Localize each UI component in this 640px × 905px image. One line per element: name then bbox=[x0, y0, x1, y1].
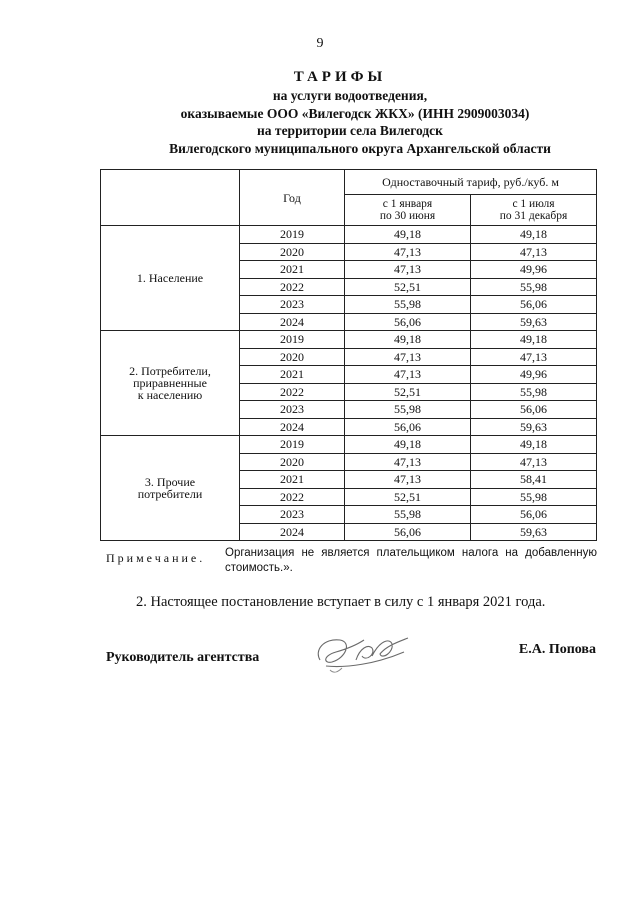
table-row bbox=[101, 331, 597, 349]
title-line-3: оказываемые ООО «Вилегодск ЖКХ» (ИНН 2909003034) bbox=[180, 105, 530, 121]
year-cell: 2022 bbox=[240, 278, 345, 296]
year-cell: 2024 bbox=[240, 523, 345, 541]
year-cell: 2024 bbox=[240, 313, 345, 331]
category-header-cell bbox=[101, 170, 240, 226]
year-cell: 2019 bbox=[240, 436, 345, 454]
tariff-table bbox=[100, 169, 597, 541]
title-heading: ТАРИФЫ bbox=[293, 69, 387, 85]
tariff-h2-cell: 47,13 bbox=[471, 453, 597, 471]
tariff-h2-cell: 49,18 bbox=[471, 436, 597, 454]
tariff-h2-cell: 47,13 bbox=[471, 348, 597, 366]
category-label-line: приравненные bbox=[133, 376, 207, 390]
year-cell: 2021 bbox=[240, 366, 345, 384]
tariff-h1-cell: 47,13 bbox=[345, 348, 471, 366]
tariff-h1-cell: 49,18 bbox=[345, 436, 471, 454]
table-row bbox=[101, 226, 597, 244]
period-2-line-2: по 31 декабря bbox=[499, 210, 568, 222]
year-cell: 2023 bbox=[240, 401, 345, 419]
category-label-line: к населению bbox=[137, 388, 203, 402]
tariff-h1-cell: 55,98 bbox=[345, 506, 471, 524]
category-cell bbox=[101, 436, 240, 541]
year-cell: 2021 bbox=[240, 471, 345, 489]
year-cell: 2020 bbox=[240, 348, 345, 366]
tariff-h2-cell: 56,06 bbox=[471, 296, 597, 314]
document-title bbox=[0, 68, 640, 157]
category-label-line: 1. Население bbox=[136, 271, 204, 285]
tariff-h2-cell: 47,13 bbox=[471, 243, 597, 261]
title-line-4: на территории села Вилегодск bbox=[257, 123, 443, 138]
signature-block bbox=[100, 630, 600, 680]
year-cell: 2020 bbox=[240, 453, 345, 471]
tariff-h2-cell: 55,98 bbox=[471, 278, 597, 296]
tariff-h1-cell: 52,51 bbox=[345, 278, 471, 296]
tariff-h1-cell: 47,13 bbox=[345, 366, 471, 384]
period-2-line-1: с 1 июля bbox=[512, 198, 555, 210]
tariff-h1-cell: 52,51 bbox=[345, 383, 471, 401]
period-1-header bbox=[345, 195, 471, 226]
decree-paragraph bbox=[0, 594, 640, 611]
title-line-5: Вилегодского муниципального округа Архангельской области bbox=[169, 140, 551, 156]
tariff-h1-cell: 56,06 bbox=[345, 523, 471, 541]
year-cell: 2021 bbox=[240, 261, 345, 279]
year-cell: 2019 bbox=[240, 331, 345, 349]
tariff-h1-cell: 55,98 bbox=[345, 296, 471, 314]
period-1-line-2: по 30 июня bbox=[379, 210, 436, 222]
category-cell bbox=[101, 226, 240, 331]
category-label-line: 3. Прочие bbox=[144, 475, 196, 489]
year-cell: 2022 bbox=[240, 383, 345, 401]
note-text: Организация не является плательщиком налога на добавленную стоимость.». bbox=[225, 547, 597, 574]
tariff-h1-cell: 47,13 bbox=[345, 471, 471, 489]
year-cell: 2019 bbox=[240, 226, 345, 244]
year-cell: 2024 bbox=[240, 418, 345, 436]
page-number: 9 bbox=[316, 36, 324, 51]
tariff-h2-cell: 49,18 bbox=[471, 331, 597, 349]
tariff-h1-cell: 47,13 bbox=[345, 243, 471, 261]
tariff-h2-cell: 55,98 bbox=[471, 488, 597, 506]
tariff-h1-cell: 47,13 bbox=[345, 453, 471, 471]
tariff-h1-cell: 47,13 bbox=[345, 261, 471, 279]
tariff-h2-cell: 49,18 bbox=[471, 226, 597, 244]
tariff-h2-cell: 55,98 bbox=[471, 383, 597, 401]
tariff-h1-cell: 52,51 bbox=[345, 488, 471, 506]
decree-text: 2. Настоящее постановление вступает в силу с 1 января 2021 года. bbox=[136, 594, 546, 610]
category-label-line: 2. Потребители, bbox=[129, 364, 211, 378]
table-row bbox=[101, 436, 597, 454]
category-label-line: потребители bbox=[137, 487, 203, 501]
tariff-h2-cell: 56,06 bbox=[471, 401, 597, 419]
title-line-2: на услуги водоотведения, bbox=[272, 88, 428, 103]
tariff-h2-cell: 59,63 bbox=[471, 523, 597, 541]
year-header: Год bbox=[240, 170, 345, 226]
tariff-h2-cell: 59,63 bbox=[471, 418, 597, 436]
year-cell: 2020 bbox=[240, 243, 345, 261]
tariff-h1-cell: 56,06 bbox=[345, 418, 471, 436]
period-1-line-1: с 1 января bbox=[382, 198, 433, 210]
tariff-h2-cell: 56,06 bbox=[471, 506, 597, 524]
signatory-name: Е.А. Попова bbox=[518, 642, 596, 657]
year-cell: 2023 bbox=[240, 296, 345, 314]
tariff-h1-cell: 56,06 bbox=[345, 313, 471, 331]
tariff-h1-cell: 49,18 bbox=[345, 331, 471, 349]
period-2-header bbox=[471, 195, 597, 226]
category-cell bbox=[101, 331, 240, 436]
year-cell: 2022 bbox=[240, 488, 345, 506]
tariff-h1-cell: 49,18 bbox=[345, 226, 471, 244]
note-label: Примечание. bbox=[106, 551, 206, 565]
tariff-h2-cell: 49,96 bbox=[471, 366, 597, 384]
tariff-h2-cell: 59,63 bbox=[471, 313, 597, 331]
tariff-h2-cell: 49,96 bbox=[471, 261, 597, 279]
tariff-h1-cell: 55,98 bbox=[345, 401, 471, 419]
handwritten-signature bbox=[306, 630, 416, 676]
tariff-h2-cell: 58,41 bbox=[471, 471, 597, 489]
year-cell: 2023 bbox=[240, 506, 345, 524]
tariff-table-body bbox=[101, 226, 597, 541]
tariff-header: Одноставочный тариф, руб./куб. м bbox=[345, 170, 597, 195]
signatory-title: Руководитель агентства bbox=[106, 650, 260, 665]
